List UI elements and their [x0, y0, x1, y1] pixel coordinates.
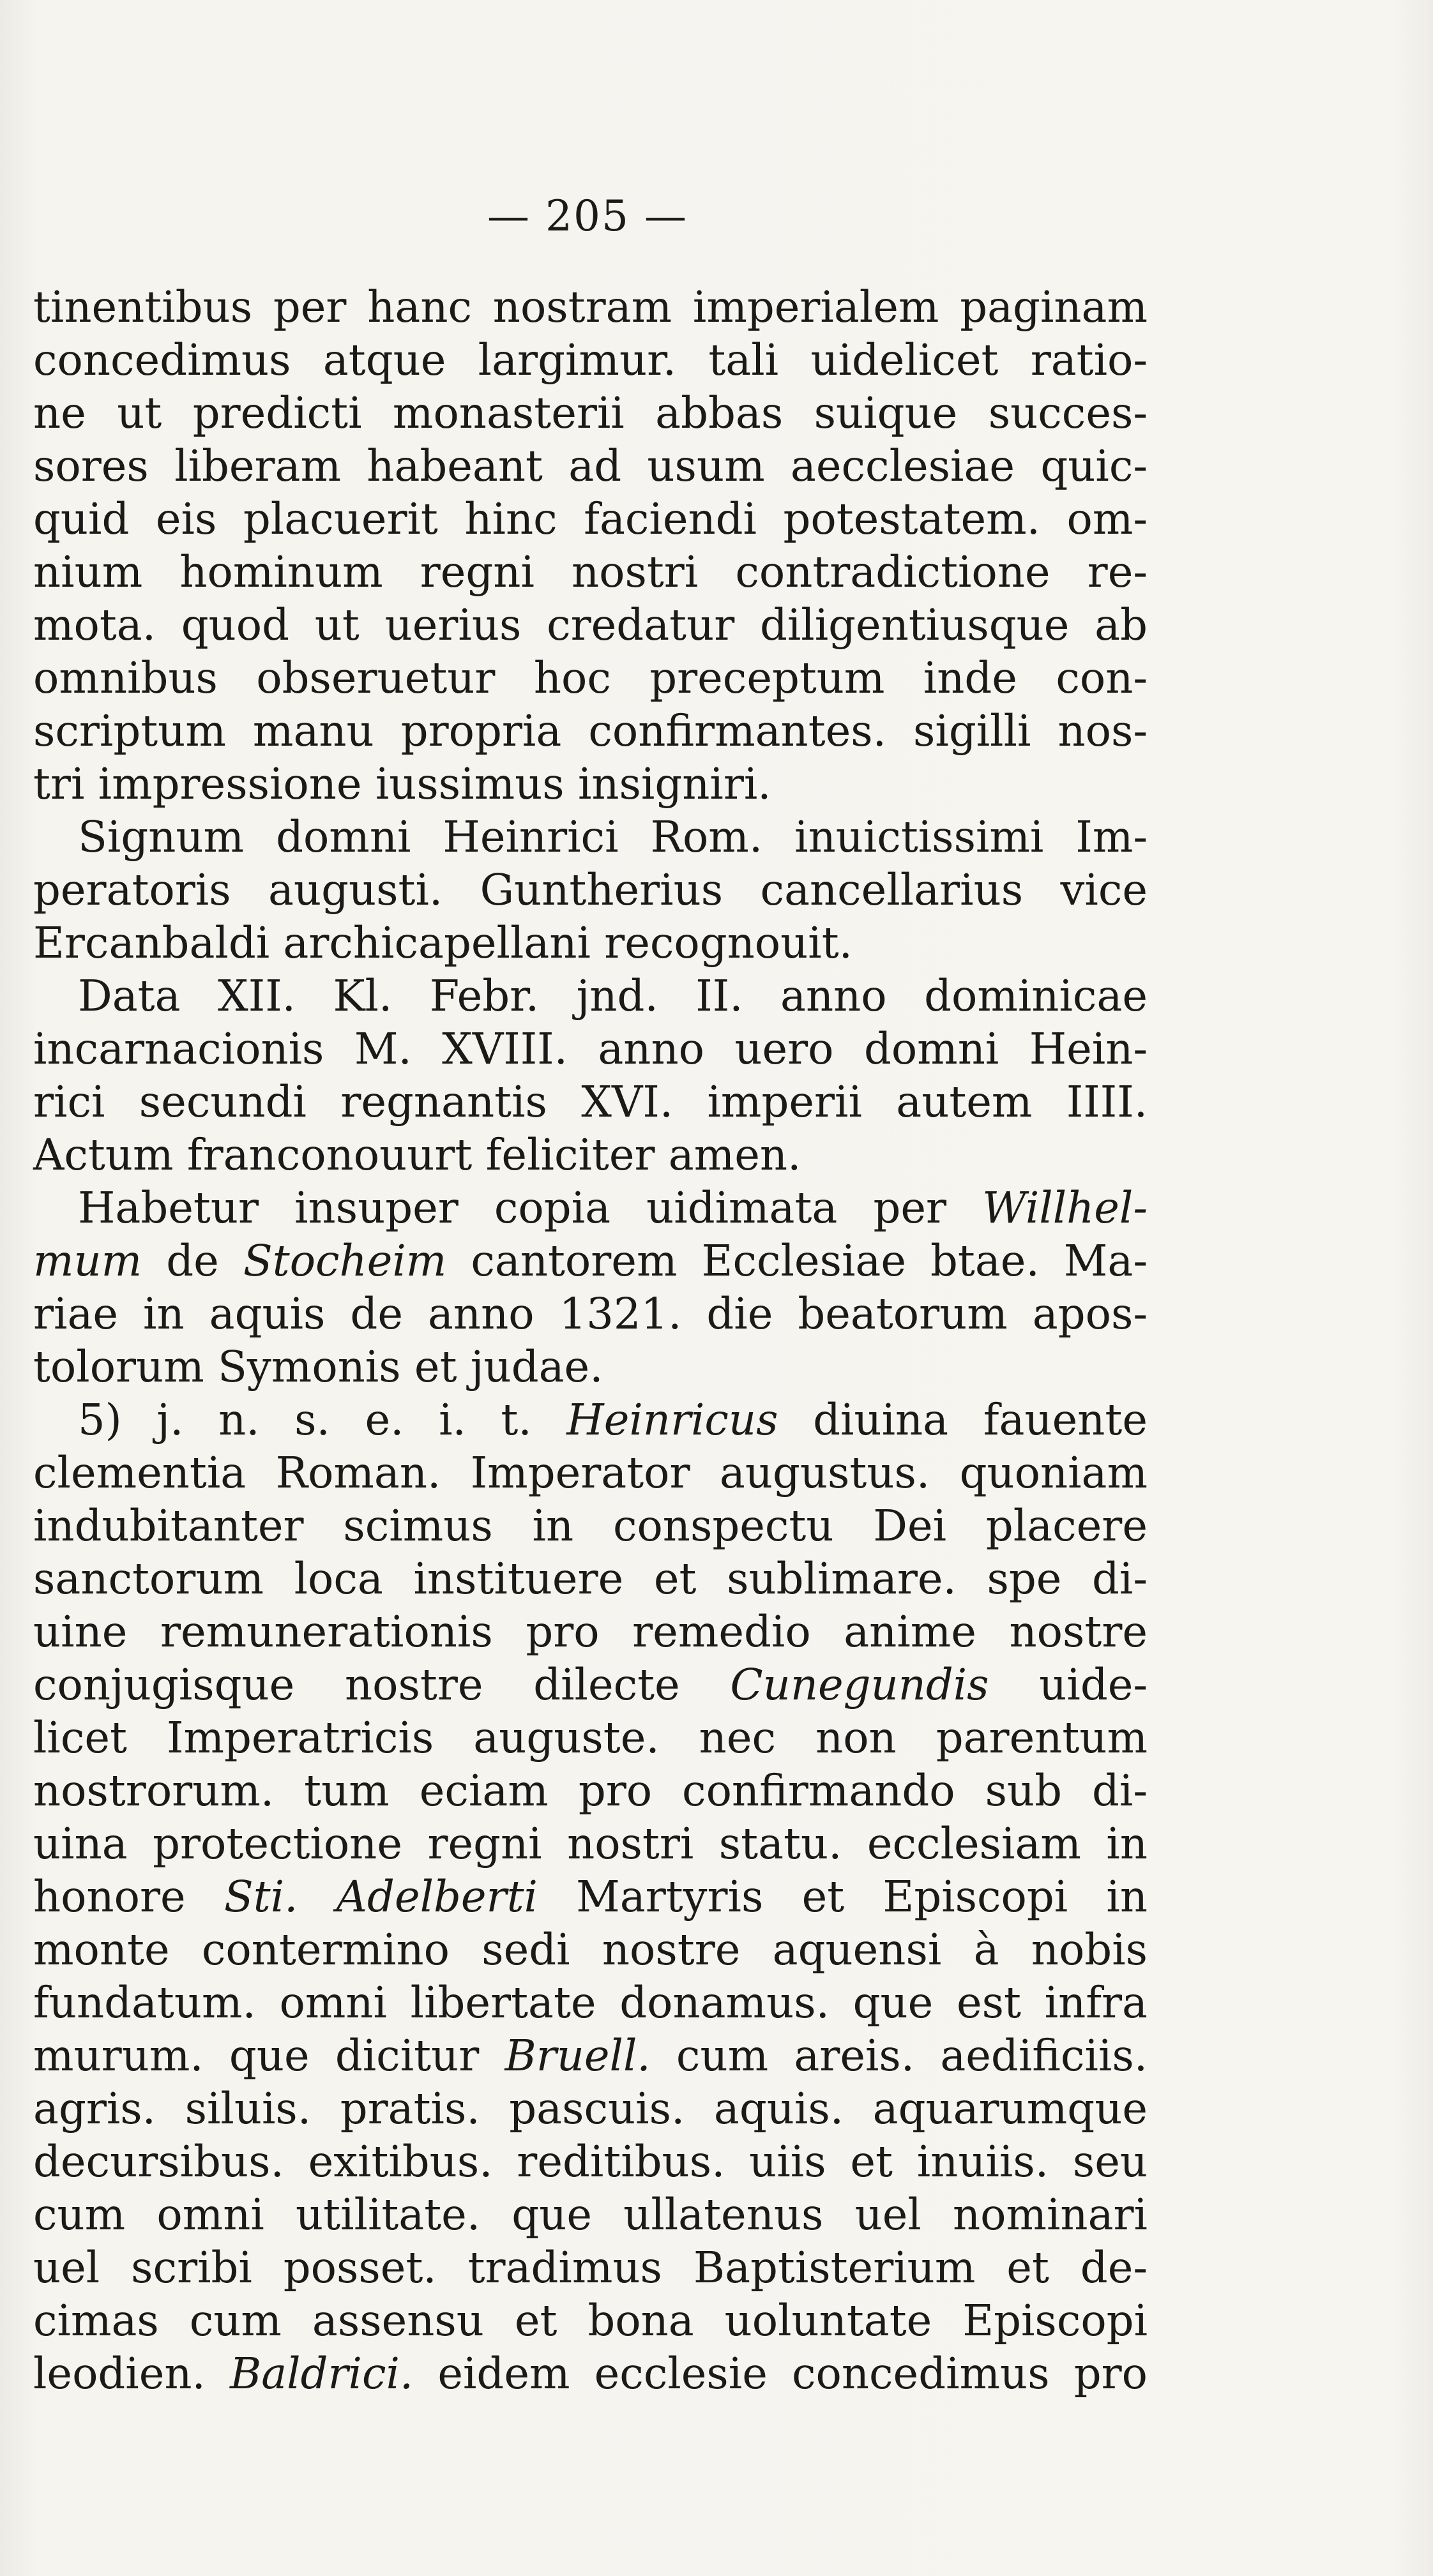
text-run: fundatum. omni libertate donamus. que est infra: [33, 1978, 1148, 2028]
text-run: eidem ecclesie concedimus pro: [413, 2349, 1148, 2399]
text-run: leodien.: [33, 2349, 230, 2399]
text-line: [33, 2188, 1148, 2241]
text-line: [33, 1182, 1148, 1235]
body-text: [33, 281, 1148, 2400]
italic-name: Baldrici.: [229, 2349, 414, 2399]
text-run: omnibus obseruetur hoc preceptum inde con-: [33, 653, 1148, 703]
text-run: peratoris augusti. Guntherius cancellarius vice: [33, 865, 1148, 915]
text-line: [33, 864, 1148, 917]
text-line: [33, 1394, 1148, 1447]
text-line: [33, 2030, 1148, 2083]
text-line: [33, 334, 1148, 387]
text-run: sores liberam habeant ad usum aecclesiae quic-: [33, 441, 1148, 491]
text-run: licet Imperatricis auguste. nec non parentum: [33, 1713, 1148, 1763]
text-line: [33, 599, 1148, 652]
text-run: Signum domni Heinrici Rom. inuictissimi Im-: [78, 812, 1148, 862]
text-run: agris. siluis. pratis. pascuis. aquis. aquarumque: [33, 2084, 1148, 2134]
text-line: [33, 493, 1148, 546]
text-run: indubitanter scimus in conspectu Dei placere: [33, 1501, 1148, 1551]
text-run: incarnacionis M. XVIII. anno uero domni Hein-: [33, 1024, 1148, 1074]
text-line: [33, 2135, 1148, 2188]
text-run: tri impressione iussimus insigniri.: [33, 759, 771, 809]
text-line: [33, 1023, 1148, 1076]
text-line: [33, 705, 1148, 758]
text-line: [33, 1765, 1148, 1818]
text-line: [33, 1447, 1148, 1500]
text-line: [33, 1818, 1148, 1871]
text-run: uide-: [989, 1660, 1148, 1710]
text-run: de: [142, 1236, 243, 1286]
text-run: Ercanbaldi archicapellani recognouit.: [33, 918, 853, 968]
text-run: rici secundi regnantis XVI. imperii autem IIII.: [33, 1077, 1148, 1127]
text-run: Data XII. Kl. Febr. jnd. II. anno dominicae: [78, 971, 1148, 1021]
italic-name: Stocheim: [243, 1236, 447, 1286]
text-line: [33, 1924, 1148, 1977]
text-line: [33, 2241, 1148, 2294]
italic-name: Cunegundis: [730, 1660, 989, 1710]
text-run: uine remunerationis pro remedio anime nostre: [33, 1607, 1148, 1657]
text-line: [33, 2347, 1148, 2400]
text-line: [33, 1341, 1148, 1394]
text-run: concedimus atque largimur. tali uidelicet ratio-: [33, 335, 1148, 385]
text-run: nostrorum. tum eciam pro confirmando sub di-: [33, 1766, 1148, 1816]
text-line: [33, 281, 1148, 334]
text-line: [33, 811, 1148, 864]
text-run: tinentibus per hanc nostram imperialem paginam: [33, 282, 1148, 332]
text-run: decursibus. exitibus. reditibus. uiis et inuiis. seu: [33, 2137, 1148, 2187]
text-run: quid eis placuerit hinc faciendi potestatem. om-: [33, 494, 1148, 544]
text-run: Actum franconouurt feliciter amen.: [33, 1130, 801, 1180]
text-run: ne ut predicti monasterii abbas suique succes-: [33, 388, 1148, 438]
text-run: tolorum Symonis et judae.: [33, 1342, 603, 1392]
text-run: conjugisque nostre dilecte: [33, 1660, 731, 1710]
text-line: [33, 387, 1148, 440]
text-line: [33, 1659, 1148, 1712]
italic-name: Bruell.: [504, 2031, 651, 2081]
text-run: clementia Roman. Imperator augustus. quoniam: [33, 1448, 1148, 1498]
text-run: mota. quod ut uerius credatur diligentiusque ab: [33, 600, 1148, 650]
text-line: [33, 1076, 1148, 1129]
text-line: [33, 1871, 1148, 1924]
text-line: [33, 1500, 1148, 1553]
text-run: sanctorum loca instituere et sublimare. spe di-: [33, 1554, 1148, 1604]
text-line: [33, 546, 1148, 599]
text-run: cimas cum assensu et bona uoluntate Episcopi: [33, 2296, 1148, 2346]
italic-name: mum: [33, 1236, 142, 1286]
text-run: 5) j. n. s. e. i. t.: [78, 1395, 567, 1445]
text-line: [33, 1553, 1148, 1606]
text-line: [33, 1129, 1148, 1182]
text-run: uina protectione regni nostri statu. ecclesiam in: [33, 1819, 1148, 1869]
text-line: [33, 2083, 1148, 2135]
text-line: [33, 652, 1148, 705]
text-run: honore: [33, 1872, 224, 1922]
text-run: diuina fauente: [778, 1395, 1148, 1445]
text-run: monte contermino sedi nostre aquensi à nobis: [33, 1925, 1148, 1975]
text-line: [33, 440, 1148, 493]
text-line: [33, 970, 1148, 1023]
text-run: cum areis. aedificiis.: [650, 2031, 1148, 2081]
text-run: cantorem Ecclesiae btae. Ma-: [446, 1236, 1148, 1286]
text-run: cum omni utilitate. que ullatenus uel nominari: [33, 2190, 1148, 2240]
text-line: [33, 1235, 1148, 1288]
text-run: murum. que dicitur: [33, 2031, 505, 2081]
text-line: [33, 1712, 1148, 1765]
text-line: [33, 758, 1148, 811]
text-run: riae in aquis de anno 1321. die beatorum apos-: [33, 1289, 1148, 1339]
text-line: [33, 1288, 1148, 1341]
text-run: Habetur insuper copia uidimata per: [78, 1183, 983, 1233]
text-run: scriptum manu propria confirmantes. sigilli nos-: [33, 706, 1148, 756]
text-line: [33, 2294, 1148, 2347]
text-line: [33, 1606, 1148, 1659]
page-number: — 205 —: [487, 192, 688, 241]
text-run: uel scribi posset. tradimus Baptisterium et de-: [33, 2243, 1148, 2293]
text-line: [33, 917, 1148, 970]
italic-name: Heinricus: [566, 1395, 778, 1445]
text-line: [33, 1977, 1148, 2030]
italic-name: Willhel-: [982, 1183, 1148, 1233]
text-run: nium hominum regni nostri contradictione re-: [33, 547, 1148, 597]
text-run: Martyris et Episcopi in: [537, 1872, 1148, 1922]
italic-name: Sti. Adelberti: [224, 1872, 538, 1922]
